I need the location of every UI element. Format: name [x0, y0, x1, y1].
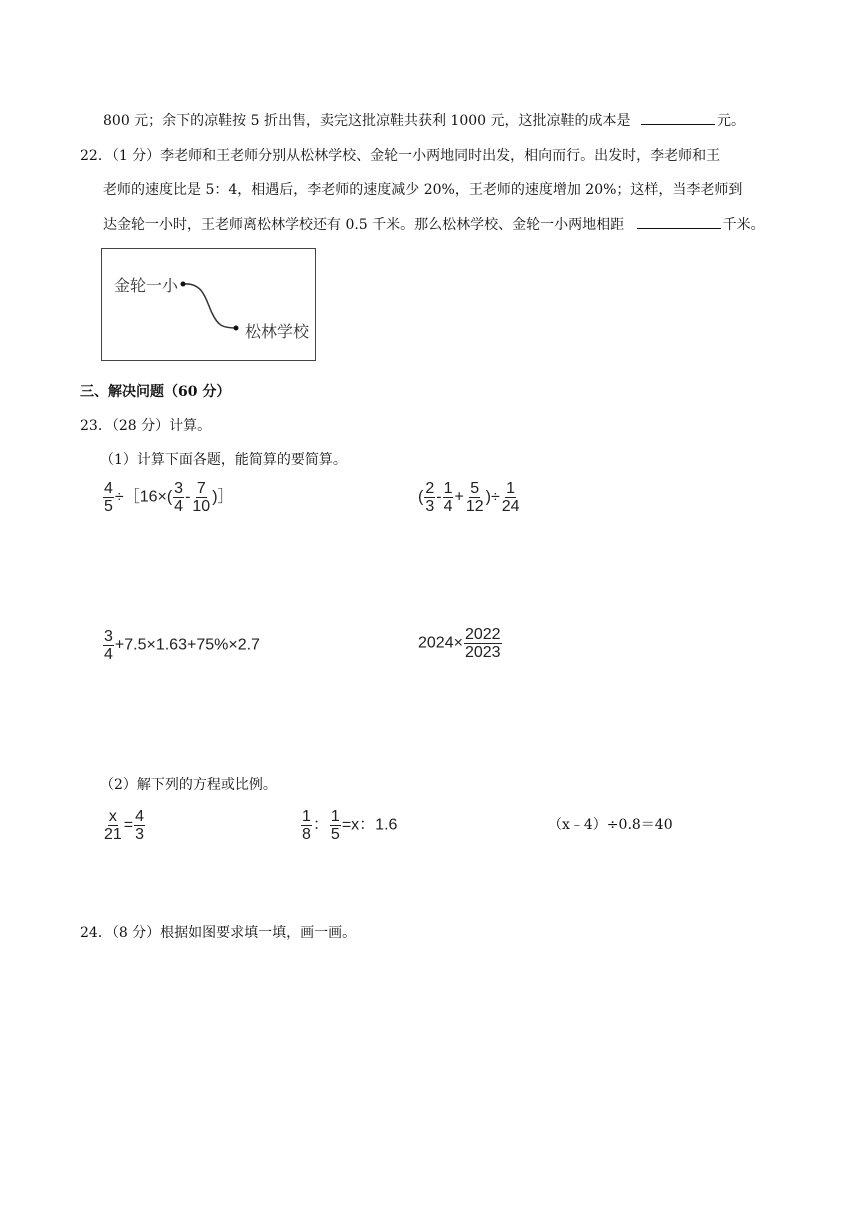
fraction: $\frac{1}{8}$ [302, 808, 311, 843]
fraction: $\frac{2}{3}$ [425, 480, 435, 515]
q21-text: 800 元；余下的凉鞋按 5 折出售，卖完这批凉鞋共获利 1000 元，这批凉鞋的成本是 [103, 113, 631, 129]
q23-number: 23． [80, 418, 112, 434]
fraction: $\frac{5}{12}$ [465, 480, 484, 515]
equation-1: $\frac{x}{21}$ = $\frac{4}{3}$ [104, 808, 145, 843]
fraction: $\frac{4}{5}$ [104, 480, 113, 515]
q22-route-figure [101, 248, 316, 361]
q23-part-2-instruction: （2）解下列的方程或比例。 [100, 777, 277, 793]
fraction: $\frac{7}{10}$ [192, 480, 211, 515]
q24-line [80, 923, 356, 943]
fraction: $\frac{1}{5}$ [330, 808, 340, 843]
point-jinlun [181, 282, 186, 287]
q21-unit: 元。 [716, 113, 745, 129]
calc-expression-3: $\frac{3}{4}$ +7.5×1.63+75%×2.7 [104, 628, 260, 663]
equation-3: （x﹣4）÷0.8＝40 [548, 817, 673, 833]
q22-line-2: 老师的速度比是 5：4，相遇后，李老师的速度减少 20%，王老师的速度增加 20%；这样，当李老师到 [103, 182, 743, 198]
q24-text: （8 分）根据如图要求填一填，画一画。 [111, 925, 357, 941]
q22-text-1: （1 分）李老师和王老师分别从松林学校、金轮一小两地同时出发，相向而行。出发时，李老师和王 [111, 148, 721, 164]
q22-number: 22． [80, 148, 112, 164]
route-path-graphic [102, 249, 317, 362]
fraction: $\frac{1}{4}$ [443, 480, 453, 515]
q21-continuation [103, 110, 745, 131]
q22-line-3 [103, 214, 765, 235]
q22-unit: 千米。 [722, 217, 765, 233]
fraction: $\frac{3}{4}$ [174, 480, 184, 515]
calc-expression-4: 2024× $\frac{2022}{2023}$ [418, 626, 501, 661]
q22-line-1 [80, 146, 720, 166]
fraction: $\frac{4}{3}$ [135, 808, 145, 843]
q22-text-3: 达金轮一小时，王老师离松林学校还有 0.5 千米。那么松林学校、金轮一小两地相距 [103, 217, 625, 233]
q23-title: （28 分）计算。 [111, 418, 212, 434]
q23-header [80, 416, 211, 436]
fraction: $\frac{3}{4}$ [104, 628, 113, 663]
q21-answer-blank[interactable] [641, 110, 715, 125]
calc-expression-1: $\frac{4}{5}$ ÷［16×( $\frac{3}{4}$ - $\frac{7}{10}$ )］ [104, 480, 234, 515]
fraction: $\frac{x}{21}$ [104, 808, 122, 843]
q24-number: 24． [80, 925, 112, 941]
figure-label-jinlun: 金轮一小 [114, 276, 179, 295]
equation-2: $\frac{1}{8}$ ： $\frac{1}{5}$ =x：1.6 [302, 808, 398, 843]
calc-expression-2: ( $\frac{2}{3}$ - $\frac{1}{4}$ + $\frac{5}{12}$ )÷ $\frac{1}{24}$ [418, 480, 520, 515]
q22-answer-blank[interactable] [637, 214, 721, 229]
q23-part-1-instruction: （1）计算下面各题，能简算的要简算。 [100, 452, 347, 468]
fraction: $\frac{1}{24}$ [501, 480, 520, 515]
figure-label-songlin: 松林学校 [245, 322, 310, 341]
route-curve [183, 284, 236, 328]
fraction: $\frac{2022}{2023}$ [464, 626, 501, 661]
section-3-title: 三、解决问题（60 分） [80, 384, 231, 400]
point-songlin [234, 326, 239, 331]
